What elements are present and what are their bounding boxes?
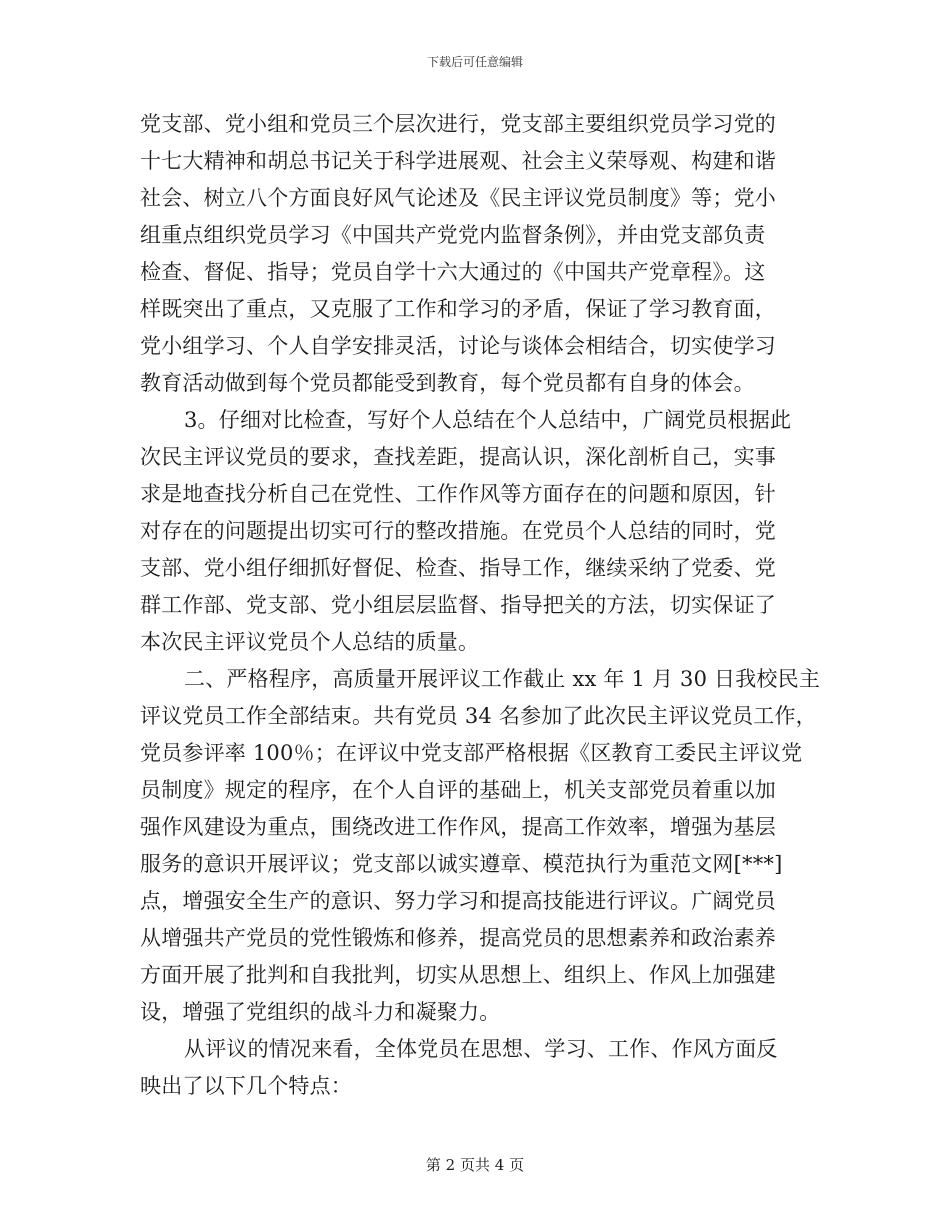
paragraph-start-line: 从评议的情况来看，全体党员在思想、学习、工作、作风方面反: [184, 1037, 778, 1061]
body-line: 支部、党小组仔细抓好督促、检查、指导工作，继续采纳了党委、党: [140, 556, 776, 580]
page-number-footer: 第 2 页共 4 页: [425, 1156, 525, 1174]
body-line: 从增强共产党员的党性锻炼和修养，提高党员的思想素养和政治素养: [140, 926, 776, 950]
paragraph-start-line: 3。仔细对比检查，写好个人总结在个人总结中，广阔党员根据此: [184, 408, 792, 432]
body-line: 次民主评议党员的要求，查找差距，提高认识，深化剖析自己，实事: [140, 445, 776, 469]
body-line: 检查、督促、指导；党员自学十六大通过的《中国共产党章程》。这: [140, 260, 766, 284]
body-line: 员制度》规定的程序，在个人自评的基础上，机关支部党员着重以加: [140, 778, 776, 802]
body-line: 党小组学习、个人自学安排灵活，讨论与谈体会相结合，切实使学习: [140, 334, 776, 358]
body-line: 方面开展了批判和自我批判，切实从思想上、组织上、作风上加强建: [140, 963, 776, 987]
body-line: 教育活动做到每个党员都能受到教育，每个党员都有自身的体会。: [140, 371, 755, 395]
body-line: 设，增强了党组织的战斗力和凝聚力。: [140, 1000, 501, 1024]
body-line: 评议党员工作全部结束。共有党员 34 名参加了此次民主评议党员工作，: [140, 704, 817, 728]
body-line: 点，增强安全生产的意识、努力学习和提高技能进行评议。广阔党员: [140, 889, 776, 913]
body-line: 样既突出了重点，又克服了工作和学习的矛盾，保证了学习教育面，: [140, 297, 776, 321]
body-line: 对存在的问题提出切实可行的整改措施。在党员个人总结的同时，党: [140, 519, 776, 543]
body-line: 求是地查找分析自己在党性、工作作风等方面存在的问题和原因，针: [140, 482, 776, 506]
page-header: 下载后可任意编辑: [426, 55, 523, 69]
body-line: 党员参评率 100％；在评议中党支部严格根据《区教育工委民主评议党: [140, 741, 803, 765]
body-line: 群工作部、党支部、党小组层层监督、指导把关的方法，切实保证了: [140, 593, 776, 617]
body-line: 十七大精神和胡总书记关于科学进展观、社会主义荣辱观、构建和谐: [140, 149, 776, 173]
body-line: 组重点组织党员学习《中国共产党党内监督条例》，并由党支部负责: [140, 223, 766, 247]
paragraph-start-line: 二、严格程序，高质量开展评议工作截止 xx 年 1 月 30 日我校民主: [184, 667, 821, 691]
body-line: 社会、树立八个方面良好风气论述及《民主评议党员制度》等；党小: [140, 186, 776, 210]
body-line: 服务的意识开展评议；党支部以诚实遵章、模范执行为重范文网[***]: [140, 852, 783, 876]
body-line: 本次民主评议党员个人总结的质量。: [140, 630, 480, 654]
document-body: [140, 106, 821, 1105]
body-line: 映出了以下几个特点：: [140, 1074, 352, 1098]
body-line: 强作风建设为重点，围绕改进工作作风，提高工作效率，增强为基层: [140, 815, 776, 839]
body-line: 党支部、党小组和党员三个层次进行，党支部主要组织党员学习党的: [140, 112, 776, 136]
